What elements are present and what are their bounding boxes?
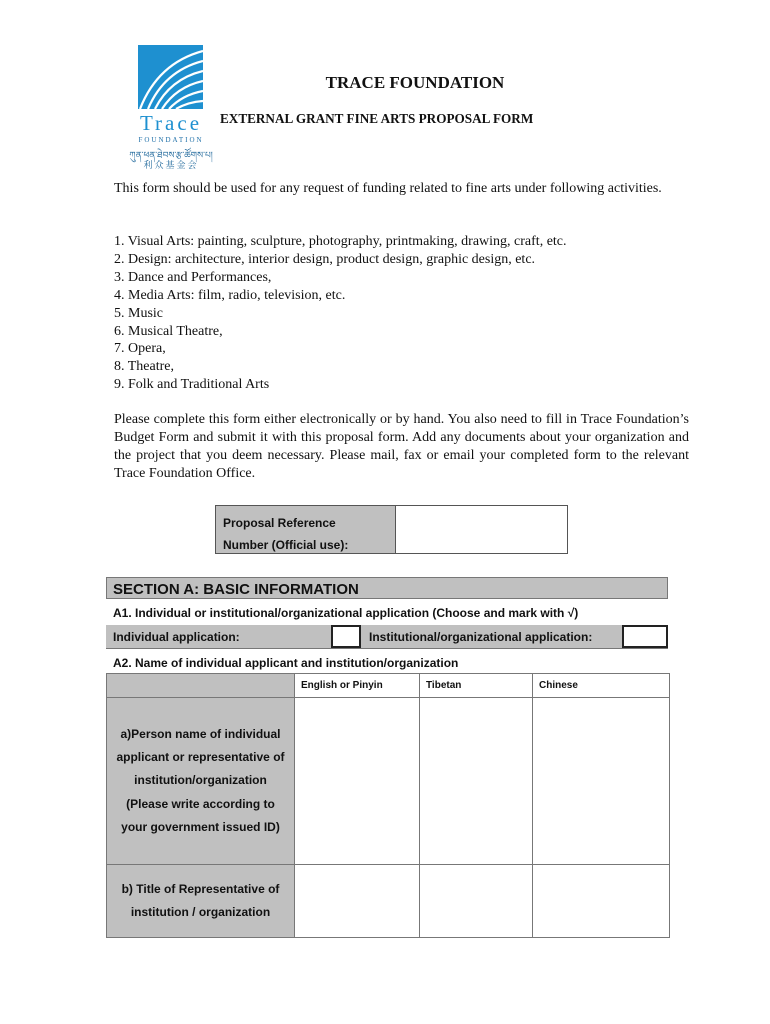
individual-application-label: Individual application: [113, 630, 240, 644]
form-subtitle: EXTERNAL GRANT FINE ARTS PROPOSAL FORM [220, 111, 534, 126]
activity-item: 1. Visual Arts: painting, sculpture, photography, printmaking, drawing, craft, etc. [114, 234, 567, 249]
column-header-english: English or Pinyin [295, 674, 420, 698]
proposal-reference-field[interactable] [396, 506, 567, 553]
logo-wordmark: Trace [139, 111, 203, 135]
table-row [107, 698, 670, 865]
title-tibetan-field[interactable] [420, 865, 533, 938]
column-header-tibetan: Tibetan [420, 674, 533, 698]
row-label-person-name: a)Person name of individual applicant or representative of institution/organization (Please write according to your government issued ID) [107, 698, 295, 865]
person-name-tibetan-field[interactable] [420, 698, 533, 865]
a1-application-type-row [106, 625, 668, 649]
institutional-application-checkbox[interactable] [622, 625, 668, 648]
proposal-reference-label-line2: Number (Official use): [223, 538, 349, 552]
activity-item: 5. Music [114, 305, 163, 321]
column-header-chinese: Chinese [533, 674, 670, 698]
proposal-reference-box [215, 505, 568, 554]
activity-item: 9. Folk and Traditional Arts [114, 377, 270, 393]
proposal-reference-label [216, 506, 396, 553]
activities-list [114, 233, 689, 394]
logo-subtitle: FOUNDATION [138, 136, 204, 144]
row-label-representative-title: b) Title of Representative of institution / organization [107, 865, 295, 938]
activity-item: 4. Media Arts: film, radio, television, etc. [114, 287, 346, 303]
title-english-field[interactable] [295, 865, 420, 938]
institutional-application-label: Institutional/organizational application: [369, 630, 593, 644]
section-a-header: SECTION A: BASIC INFORMATION [106, 577, 668, 599]
activity-item: 7. Opera, [114, 341, 166, 357]
table-header-row [107, 674, 670, 698]
person-name-chinese-field[interactable] [533, 698, 670, 865]
table-row [107, 865, 670, 938]
logo-chinese-text: 利众基金会 [143, 160, 199, 170]
person-name-english-field[interactable] [295, 698, 420, 865]
a2-question-label: A2. Name of individual applicant and institution/organization [113, 656, 459, 670]
a2-name-table [106, 673, 670, 938]
individual-application-checkbox[interactable] [331, 625, 361, 648]
activity-item: 2. Design: architecture, interior design, product design, graphic design, etc. [114, 251, 536, 267]
a1-question-label: A1. Individual or institutional/organizational application (Choose and mark with √) [113, 606, 579, 620]
proposal-reference-label-line1: Proposal Reference [223, 516, 336, 530]
intro-paragraph: This form should be used for any request of funding related to fine arts under following activities. [114, 181, 662, 196]
activity-item: 6. Musical Theatre, [114, 323, 223, 339]
logo-arcs-icon [138, 45, 203, 109]
instructions-paragraph: Please complete this form either electronically or by hand. You also need to fill in Trace Foundation’s Budget Form and submit it with this proposal form. Add any documents about your organization and the project that you deem necessary. Please mail, fax or email your completed form to the relevant Trace Foundation Office. [114, 412, 689, 481]
table-header-corner [107, 674, 295, 698]
page-title: TRACE FOUNDATION [325, 73, 505, 92]
activity-item: 8. Theatre, [114, 359, 174, 375]
title-chinese-field[interactable] [533, 865, 670, 938]
logo-tibetan-text: ཀུན་ཕན་ཐེབས་རྩ་ཚོགས་པ། [129, 150, 213, 160]
activity-item: 3. Dance and Performances, [114, 269, 272, 285]
